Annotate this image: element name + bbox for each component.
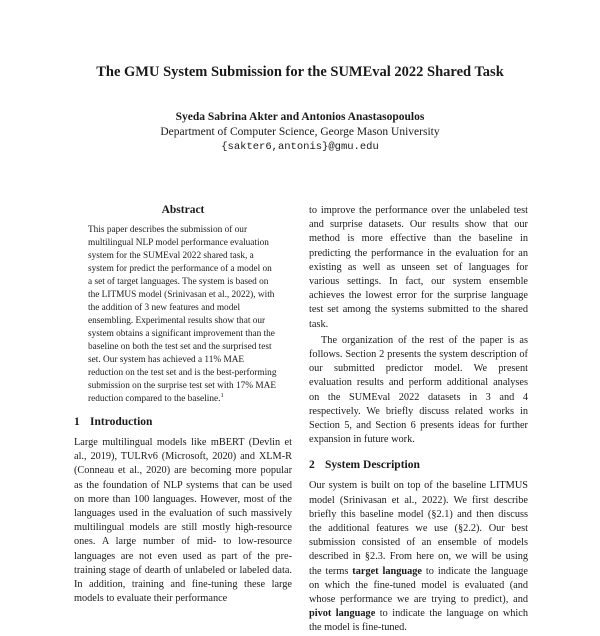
system-text-c: to indicate the language on which the model is fine-tuned. xyxy=(309,608,528,634)
footnote-mark: 1 xyxy=(220,391,224,399)
system-section-number: 2 xyxy=(309,459,315,472)
paper-authors: Syeda Sabrina Akter and Antonios Anastasopoulos xyxy=(175,111,425,123)
system-text-b: to indicate the language on which the fine-tuned model is evaluated (and whose performance we are trying to predict), and xyxy=(309,565,528,606)
intro-section-title: Introduction xyxy=(90,416,153,428)
system-section-title: System Description xyxy=(325,459,420,472)
term-target-language: target language xyxy=(352,565,422,577)
right-column xyxy=(309,204,528,636)
author-email: {sakter6,antonis}@gmu.edu xyxy=(221,141,379,153)
system-paragraph-1 xyxy=(309,479,528,635)
intro-heading xyxy=(74,416,292,428)
abstract-heading: Abstract xyxy=(161,204,205,216)
abstract-text xyxy=(88,224,278,406)
intro-section-number: 1 xyxy=(74,416,80,428)
term-pivot-language: pivot language xyxy=(309,608,376,620)
intro-paragraph-1: Large multilingual models like mBERT (Devlin et al., 2019), TULRv6 (Microsoft, 2020) and XLM-R (Conneau et al., 2020) are becoming more popular as the foundation of NLP systems that can be used on more than 100 languages. However, most of the languages used in the evaluation of such massively multilingual models are still mostly high-resource ones. A large number of mid- to low-resource languages are not even used as part of the pre-training stage of dearth of unlabeled or labeled data. In addition, training and fine-tuning these large models to evaluate their performance xyxy=(74,437,292,605)
intro-paragraph-2: The organization of the rest of the paper is as follows. Section 2 presents the system description of our submitted predictor model. We present evaluation results and perform additional analyses on the SUMEval 2022 datasets in 3 and 4 respectively. We briefly discuss related works in Section 5, and Section 6 presents ideas for further expansion in future work. xyxy=(309,334,528,446)
system-text-a: Our system is built on top of the baseline LITMUS model (Srinivasan et al., 2022). We first describe briefly this baseline model (§2.1) and then discuss the additional features we use (§2.2). Our best submission consisted of an ensemble of models described in §2.3. From here on, we will be using the terms xyxy=(309,480,528,577)
left-column xyxy=(74,204,292,606)
abstract-body: This paper describes the submission of our multilingual NLP model performance evaluation system for the SUMEval 2022 shared task, a system for predict the performance of a model on a set of target languages. The system is based on the LITMUS model (Srinivasan et al., 2022), with the addition of 3 new features and model ensembling. Experimental results show that our system obtains a significant improvement than the baseline on both the test set and the surprised test set. Our system has achieved a 11% MAE reduction on the test set and is the best-performing submission on the surprise test set with 17% MAE reduction compared to the baseline. xyxy=(88,225,277,404)
system-heading xyxy=(309,459,528,471)
author-affiliation: Department of Computer Science, George Mason University xyxy=(160,126,440,138)
paper-title: The GMU System Submission for the SUMEval 2022 Shared Task xyxy=(96,64,504,80)
intro-paragraph-1-continued: to improve the performance over the unlabeled test and surprise datasets. Our results show that our method is more effective than the baseline in predicting the performance in the evaluation for an existing as well as unseen set of languages for various settings. In fact, our system ensemble achieves the lowest error for the surprise language test set among the systems submitted to the shared task. xyxy=(309,205,528,330)
